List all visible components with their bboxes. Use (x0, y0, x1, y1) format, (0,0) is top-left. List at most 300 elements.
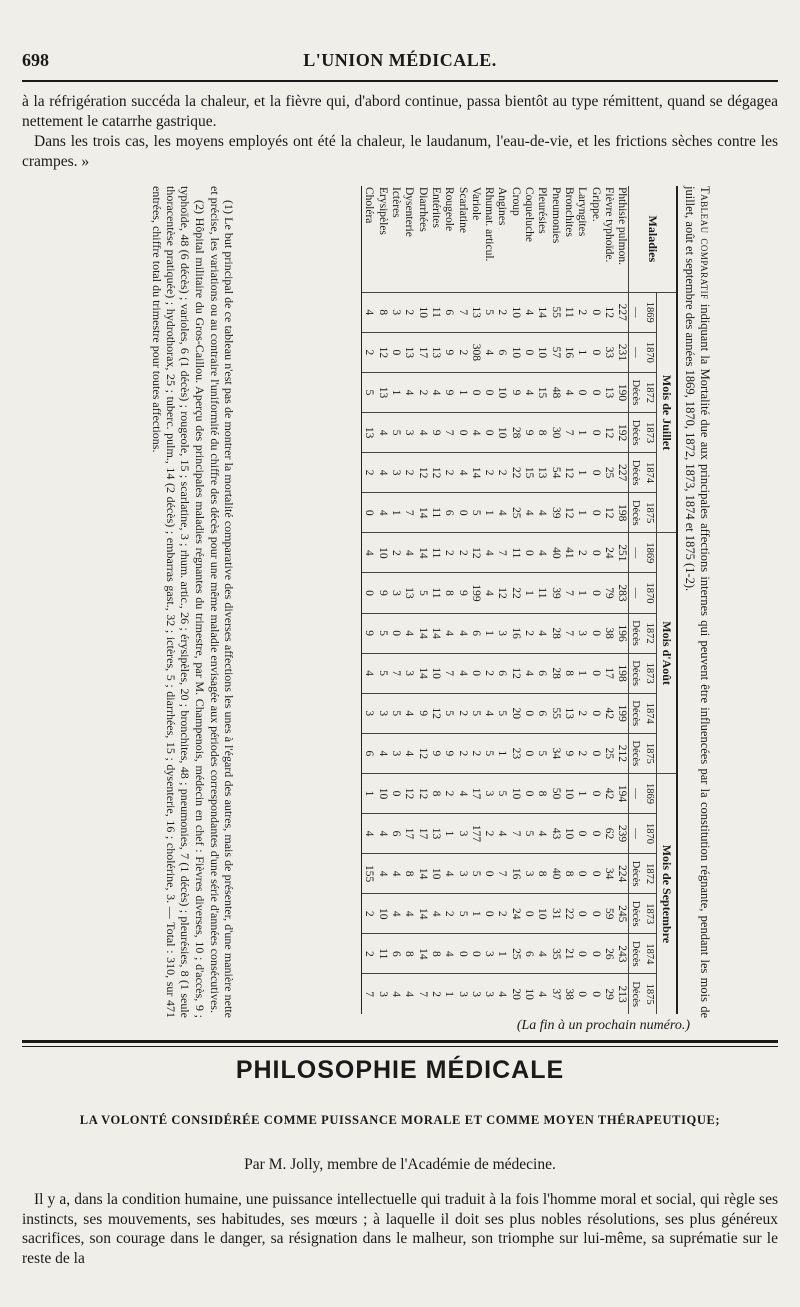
header-month-3: Mois de Septembre (656, 773, 677, 1014)
death-count: 11 (375, 934, 388, 974)
death-count: 4 (389, 894, 402, 934)
death-count: 13 (375, 372, 388, 412)
death-count: 8 (375, 292, 388, 332)
death-count: 14 (415, 934, 428, 974)
table-row (548, 186, 561, 1014)
death-count: 2 (442, 894, 455, 934)
death-count: 3 (469, 974, 482, 1014)
header-deces: — (629, 773, 643, 813)
death-count: 10 (375, 533, 388, 573)
death-count: 212 (615, 733, 629, 773)
death-count: 4 (442, 934, 455, 974)
table-row (469, 186, 482, 1014)
death-count: 6 (495, 653, 508, 693)
death-count: 0 (469, 934, 482, 974)
death-count: 227 (615, 292, 629, 332)
death-count: 4 (535, 493, 548, 533)
death-count: 8 (402, 934, 415, 974)
death-count: 9 (429, 413, 442, 453)
death-count: 5 (455, 894, 468, 934)
header-deces: Décès (629, 413, 643, 453)
death-count: 2 (575, 733, 588, 773)
death-count: 0 (575, 854, 588, 894)
death-count: 40 (548, 854, 561, 894)
death-count: 3 (482, 934, 495, 974)
death-count: 13 (402, 332, 415, 372)
death-count: 9 (455, 573, 468, 613)
mortality-table-block (114, 182, 714, 1022)
death-count: 2 (455, 533, 468, 573)
death-count: 0 (588, 613, 601, 653)
death-count: 5 (362, 372, 376, 412)
header-deces: Décès (629, 372, 643, 412)
death-count: 1 (575, 453, 588, 493)
death-count: 1 (389, 372, 402, 412)
disease-name: Ictères (390, 187, 403, 218)
death-count: 3 (389, 573, 402, 613)
death-count: 17 (415, 332, 428, 372)
table-row (522, 186, 535, 1014)
death-count: 4 (455, 653, 468, 693)
death-count: 4 (482, 693, 495, 733)
death-count: 6 (389, 813, 402, 853)
death-count: 16 (562, 332, 575, 372)
section-rule-thin (22, 1046, 778, 1047)
death-count: 2 (362, 453, 376, 493)
death-count: 4 (495, 813, 508, 853)
death-count: 0 (522, 533, 535, 573)
article-byline: Par M. Jolly, membre de l'Académie de médecine. (244, 1156, 556, 1173)
death-count: 0 (588, 372, 601, 412)
death-count: 8 (442, 573, 455, 613)
death-count: 4 (362, 292, 376, 332)
death-count: 13 (429, 813, 442, 853)
header-deces: Décès (629, 733, 643, 773)
section-rule-thick (22, 1040, 778, 1043)
death-count: 10 (495, 372, 508, 412)
death-count: 14 (415, 493, 428, 533)
intro-paragraph-1: à la réfrigération succéda la chaleur, et la fièvre qui, d'abord continue, passa bientôt au type rémittent, quand se dégagea nettement le catarrhe gastrique. (22, 93, 778, 130)
death-count: 9 (442, 372, 455, 412)
header-year: 1875 (642, 733, 656, 773)
death-count: 3 (522, 854, 535, 894)
death-count: 0 (575, 372, 588, 412)
death-count: 15 (522, 453, 535, 493)
header-deces: — (629, 332, 643, 372)
death-count: 0 (469, 653, 482, 693)
death-count: 4 (402, 693, 415, 733)
death-count: 12 (602, 292, 615, 332)
death-count: 4 (522, 653, 535, 693)
death-count: 4 (389, 974, 402, 1014)
death-count: 12 (375, 332, 388, 372)
death-count: 1 (362, 773, 376, 813)
disease-name: Dysenterie (403, 187, 416, 237)
death-count: 2 (362, 332, 376, 372)
death-count: 1 (389, 493, 402, 533)
death-count: 0 (482, 372, 495, 412)
death-count: 0 (362, 493, 376, 533)
disease-name: Coqueluche (523, 187, 536, 242)
death-count: 9 (562, 733, 575, 773)
continuation-note: (La fin à un prochain numéro.) (516, 1018, 690, 1033)
death-count: 2 (482, 453, 495, 493)
death-count: 3 (402, 653, 415, 693)
death-count: 33 (602, 332, 615, 372)
death-count: 0 (588, 854, 601, 894)
death-count: 28 (548, 653, 561, 693)
disease-name: Choléra (362, 186, 376, 292)
header-deces: Décès (629, 934, 643, 974)
disease-name: Grippe. (589, 187, 602, 222)
header-year: 1875 (642, 493, 656, 533)
death-count: 43 (548, 813, 561, 853)
death-count: 4 (482, 332, 495, 372)
death-count: 2 (402, 453, 415, 493)
death-count: 12 (495, 573, 508, 613)
death-count: 24 (508, 894, 521, 934)
death-count: 0 (588, 573, 601, 613)
header-year: 1874 (642, 453, 656, 493)
death-count: 213 (615, 974, 629, 1014)
death-count: 12 (508, 653, 521, 693)
death-count: 14 (429, 613, 442, 653)
header-year: 1875 (642, 974, 656, 1014)
death-count: 4 (375, 733, 388, 773)
death-count: 196 (615, 613, 629, 653)
death-count: 0 (482, 854, 495, 894)
death-count: 4 (402, 733, 415, 773)
header-deces: — (629, 533, 643, 573)
death-count: 35 (548, 934, 561, 974)
death-count: 11 (429, 493, 442, 533)
death-count: 4 (402, 613, 415, 653)
death-count: 4 (375, 413, 388, 453)
death-count: 42 (602, 693, 615, 733)
death-count: 7 (455, 292, 468, 332)
death-count: 2 (402, 292, 415, 332)
header-deces: — (629, 292, 643, 332)
death-count: 0 (575, 894, 588, 934)
death-count: 16 (508, 613, 521, 653)
death-count: 28 (508, 413, 521, 453)
death-count: 14 (535, 292, 548, 332)
death-count: 4 (495, 974, 508, 1014)
table-row (495, 186, 508, 1014)
death-count: 10 (375, 894, 388, 934)
disease-name: Rhumat. articul. (483, 187, 496, 262)
death-count: 17 (402, 813, 415, 853)
death-count: 9 (362, 613, 376, 653)
table-row (508, 186, 521, 1014)
death-count: 13 (402, 573, 415, 613)
death-count: 10 (508, 332, 521, 372)
header-year: 1873 (642, 653, 656, 693)
death-count: 2 (429, 974, 442, 1014)
death-count: 4 (442, 613, 455, 653)
death-count: 28 (548, 613, 561, 653)
death-count: 0 (575, 974, 588, 1014)
death-count: 13 (562, 693, 575, 733)
table-footnotes (149, 186, 236, 1018)
death-count: 0 (588, 292, 601, 332)
header-year: 1872 (642, 613, 656, 653)
death-count: 3 (375, 974, 388, 1014)
death-count: 8 (562, 854, 575, 894)
death-count: 227 (615, 453, 629, 493)
table-row (482, 186, 495, 1014)
disease-name: Pneumonies (549, 187, 562, 244)
header-deces: Décès (629, 493, 643, 533)
table-row (575, 186, 588, 1014)
death-count: 12 (415, 773, 428, 813)
death-count: 0 (389, 773, 402, 813)
death-count: 1 (575, 413, 588, 453)
death-count: 4 (442, 854, 455, 894)
death-count: 251 (615, 533, 629, 573)
death-count: 11 (535, 573, 548, 613)
death-count: 4 (402, 372, 415, 412)
death-count: 50 (548, 773, 561, 813)
death-count: 5 (469, 493, 482, 533)
death-count: 3 (455, 854, 468, 894)
death-count: 0 (482, 894, 495, 934)
death-count: 8 (535, 773, 548, 813)
table-row (415, 186, 428, 1014)
death-count: 4 (535, 613, 548, 653)
death-count: 10 (429, 854, 442, 894)
death-count: 9 (508, 372, 521, 412)
death-count: 0 (588, 413, 601, 453)
death-count: 22 (508, 573, 521, 613)
death-count: 10 (522, 974, 535, 1014)
death-count: 0 (469, 372, 482, 412)
death-count: 9 (375, 573, 388, 613)
death-count: 6 (535, 693, 548, 733)
death-count: 10 (562, 773, 575, 813)
death-count: 1 (575, 653, 588, 693)
death-count: 0 (575, 934, 588, 974)
death-count: 243 (615, 934, 629, 974)
disease-name: Laryngites (576, 187, 589, 237)
death-count: 3 (455, 974, 468, 1014)
caption-lead: Tableau comparatif (698, 186, 712, 300)
death-count: 0 (455, 493, 468, 533)
death-count: 12 (415, 733, 428, 773)
death-count: 37 (548, 974, 561, 1014)
death-count: 1 (575, 493, 588, 533)
death-count: 3 (495, 613, 508, 653)
table-row (362, 186, 376, 1014)
death-count: 2 (389, 533, 402, 573)
death-count: 177 (469, 813, 482, 853)
death-count: 9 (415, 693, 428, 733)
death-count: 17 (415, 813, 428, 853)
death-count: 8 (429, 773, 442, 813)
death-count: 2 (495, 453, 508, 493)
header-year: 1869 (642, 533, 656, 573)
table-row (588, 186, 601, 1014)
death-count: 1 (495, 934, 508, 974)
death-count: 11 (508, 533, 521, 573)
death-count: 10 (508, 292, 521, 332)
death-count: 10 (375, 773, 388, 813)
death-count: 4 (522, 493, 535, 533)
death-count: 4 (375, 453, 388, 493)
death-count: 4 (522, 372, 535, 412)
death-count: 2 (442, 533, 455, 573)
death-count: 10 (562, 813, 575, 853)
death-count: 5 (389, 693, 402, 733)
death-count: 7 (495, 533, 508, 573)
death-count: 14 (469, 453, 482, 493)
disease-name: Erysipèles (376, 187, 389, 235)
death-count: 2 (522, 613, 535, 653)
death-count: 0 (455, 413, 468, 453)
death-count: 0 (588, 733, 601, 773)
death-count: 12 (562, 493, 575, 533)
death-count: 2 (469, 733, 482, 773)
death-count: 1 (455, 372, 468, 412)
header-deces: Décès (629, 894, 643, 934)
death-count: 8 (402, 854, 415, 894)
death-count: 4 (455, 453, 468, 493)
death-count: 12 (415, 453, 428, 493)
death-count: 1 (482, 493, 495, 533)
death-count: 4 (375, 813, 388, 853)
death-count: 10 (415, 292, 428, 332)
death-count: 26 (602, 934, 615, 974)
death-count: 8 (562, 653, 575, 693)
death-count: 0 (588, 453, 601, 493)
header-deces: Décès (629, 974, 643, 1014)
death-count: 7 (402, 493, 415, 533)
death-count: 12 (402, 773, 415, 813)
death-count: 0 (588, 813, 601, 853)
death-count: 7 (495, 854, 508, 894)
header-year: 1873 (642, 894, 656, 934)
header-deces: Décès (629, 653, 643, 693)
death-count: 7 (562, 613, 575, 653)
death-count: 9 (429, 733, 442, 773)
death-count: 29 (602, 974, 615, 1014)
death-count: 13 (362, 413, 376, 453)
death-count: 0 (588, 894, 601, 934)
death-count: 21 (562, 934, 575, 974)
death-count: 0 (389, 332, 402, 372)
death-count: 5 (469, 693, 482, 733)
table-row (442, 186, 455, 1014)
header-year: 1873 (642, 413, 656, 453)
death-count: 4 (402, 974, 415, 1014)
death-count: 0 (455, 934, 468, 974)
death-count: 2 (442, 453, 455, 493)
death-count: 4 (429, 894, 442, 934)
death-count: 12 (602, 413, 615, 453)
death-count: 4 (375, 854, 388, 894)
death-count: 12 (602, 493, 615, 533)
death-count: 6 (442, 292, 455, 332)
death-count: 10 (535, 332, 548, 372)
death-count: 2 (362, 934, 376, 974)
death-count: 4 (429, 372, 442, 412)
death-count: 25 (602, 733, 615, 773)
footnote-2: (2) Hôpital militaire du Gros-Caillou. Aperçu des principales maladies régnantes du trimestre, par M. Champenois, médecin en chef : Fièvres diverses, 10 ; d'accès, 9 ; typhoïde, 48 (6 décès) ; varioles, 6 (1 décès) ; rougeole, 15 ; scarlatine, 3 ; rhum. artic., 26 ; érysipèles, 20 ; bronchites, 48 ; pneumonies, 7 (1 décès) ; pleurésies, 8 (1 seule thoracentèse pratiquée) ; hydrothorax, 25 ; tuberc. pulm., 14 (2 décès) ; embarras gast., 32 ; ictères, 5 ; diarrhées, 15 ; dysenterie, 16 ; cholérine, 3. — Total : 310, sur 471 entrées, chiffre total du trimestre pour toutes affections. (149, 186, 207, 1018)
header-month-1: Mois de Juillet (656, 292, 677, 533)
header-maladies: Maladies (629, 186, 677, 292)
disease-name: Variole (469, 187, 482, 221)
death-count: 1 (495, 733, 508, 773)
death-count: 55 (548, 693, 561, 733)
death-count: 5 (482, 733, 495, 773)
death-count: 3 (362, 693, 376, 733)
death-count: 0 (522, 894, 535, 934)
running-header (22, 46, 778, 80)
death-count: 7 (362, 974, 376, 1014)
death-count: 3 (389, 453, 402, 493)
death-count: 0 (588, 773, 601, 813)
death-count: 24 (602, 533, 615, 573)
death-count: 11 (429, 573, 442, 613)
death-count: 6 (495, 332, 508, 372)
section-subtitle: LA VOLONTÉ CONSIDÉRÉE COMME PUISSANCE MORALE ET COMME MOYEN THÉRAPEUTIQUE; (79, 1113, 721, 1127)
death-count: 8 (535, 413, 548, 453)
death-count: 2 (495, 292, 508, 332)
death-count: 20 (508, 974, 521, 1014)
death-count: 7 (389, 653, 402, 693)
death-count: 5 (495, 693, 508, 733)
death-count: 6 (362, 733, 376, 773)
death-count: 48 (548, 372, 561, 412)
table-row (535, 186, 548, 1014)
intro-paragraph-2: Dans les trois cas, les moyens employés ont été la chaleur, le laudanum, l'eau-de-vie, et les frictions sèches contre les crampes. » (22, 133, 778, 170)
death-count: 25 (508, 493, 521, 533)
death-count: 2 (415, 372, 428, 412)
death-count: 14 (415, 894, 428, 934)
death-count: 5 (375, 653, 388, 693)
death-count: 5 (535, 733, 548, 773)
death-count: 4 (415, 413, 428, 453)
death-count: 23 (508, 733, 521, 773)
section-title: PHILOSOPHIE MÉDICALE (235, 1056, 565, 1084)
table-row (562, 186, 575, 1014)
mortality-table (361, 186, 678, 1014)
death-count: 0 (588, 693, 601, 733)
death-count: 0 (522, 693, 535, 733)
death-count: 2 (482, 653, 495, 693)
death-count: 0 (588, 332, 601, 372)
death-count: 2 (455, 733, 468, 773)
death-count: 4 (375, 493, 388, 533)
journal-title: L'UNION MÉDICALE. (303, 50, 497, 70)
death-count: 22 (562, 894, 575, 934)
death-count: 308 (469, 332, 482, 372)
death-count: 2 (575, 533, 588, 573)
death-count: 0 (588, 653, 601, 693)
death-count: 13 (602, 372, 615, 412)
death-count: 11 (429, 533, 442, 573)
death-count: 40 (548, 533, 561, 573)
death-count: 0 (362, 573, 376, 613)
disease-name: Rougeole (443, 187, 456, 232)
death-count: 231 (615, 332, 629, 372)
death-count: 3 (375, 693, 388, 733)
caption-text: indiquant la Mortalité due aux principales affections internes qui peuvent être influencées par la constitution régnante, pendant les mois de juillet, août et septembre des années 1869, 1870, 1872, 1873, 1874 et 1875 (1-2). (683, 186, 712, 1019)
death-count: 198 (615, 493, 629, 533)
death-count: 194 (615, 773, 629, 813)
death-count: 17 (602, 653, 615, 693)
death-count: 4 (535, 533, 548, 573)
